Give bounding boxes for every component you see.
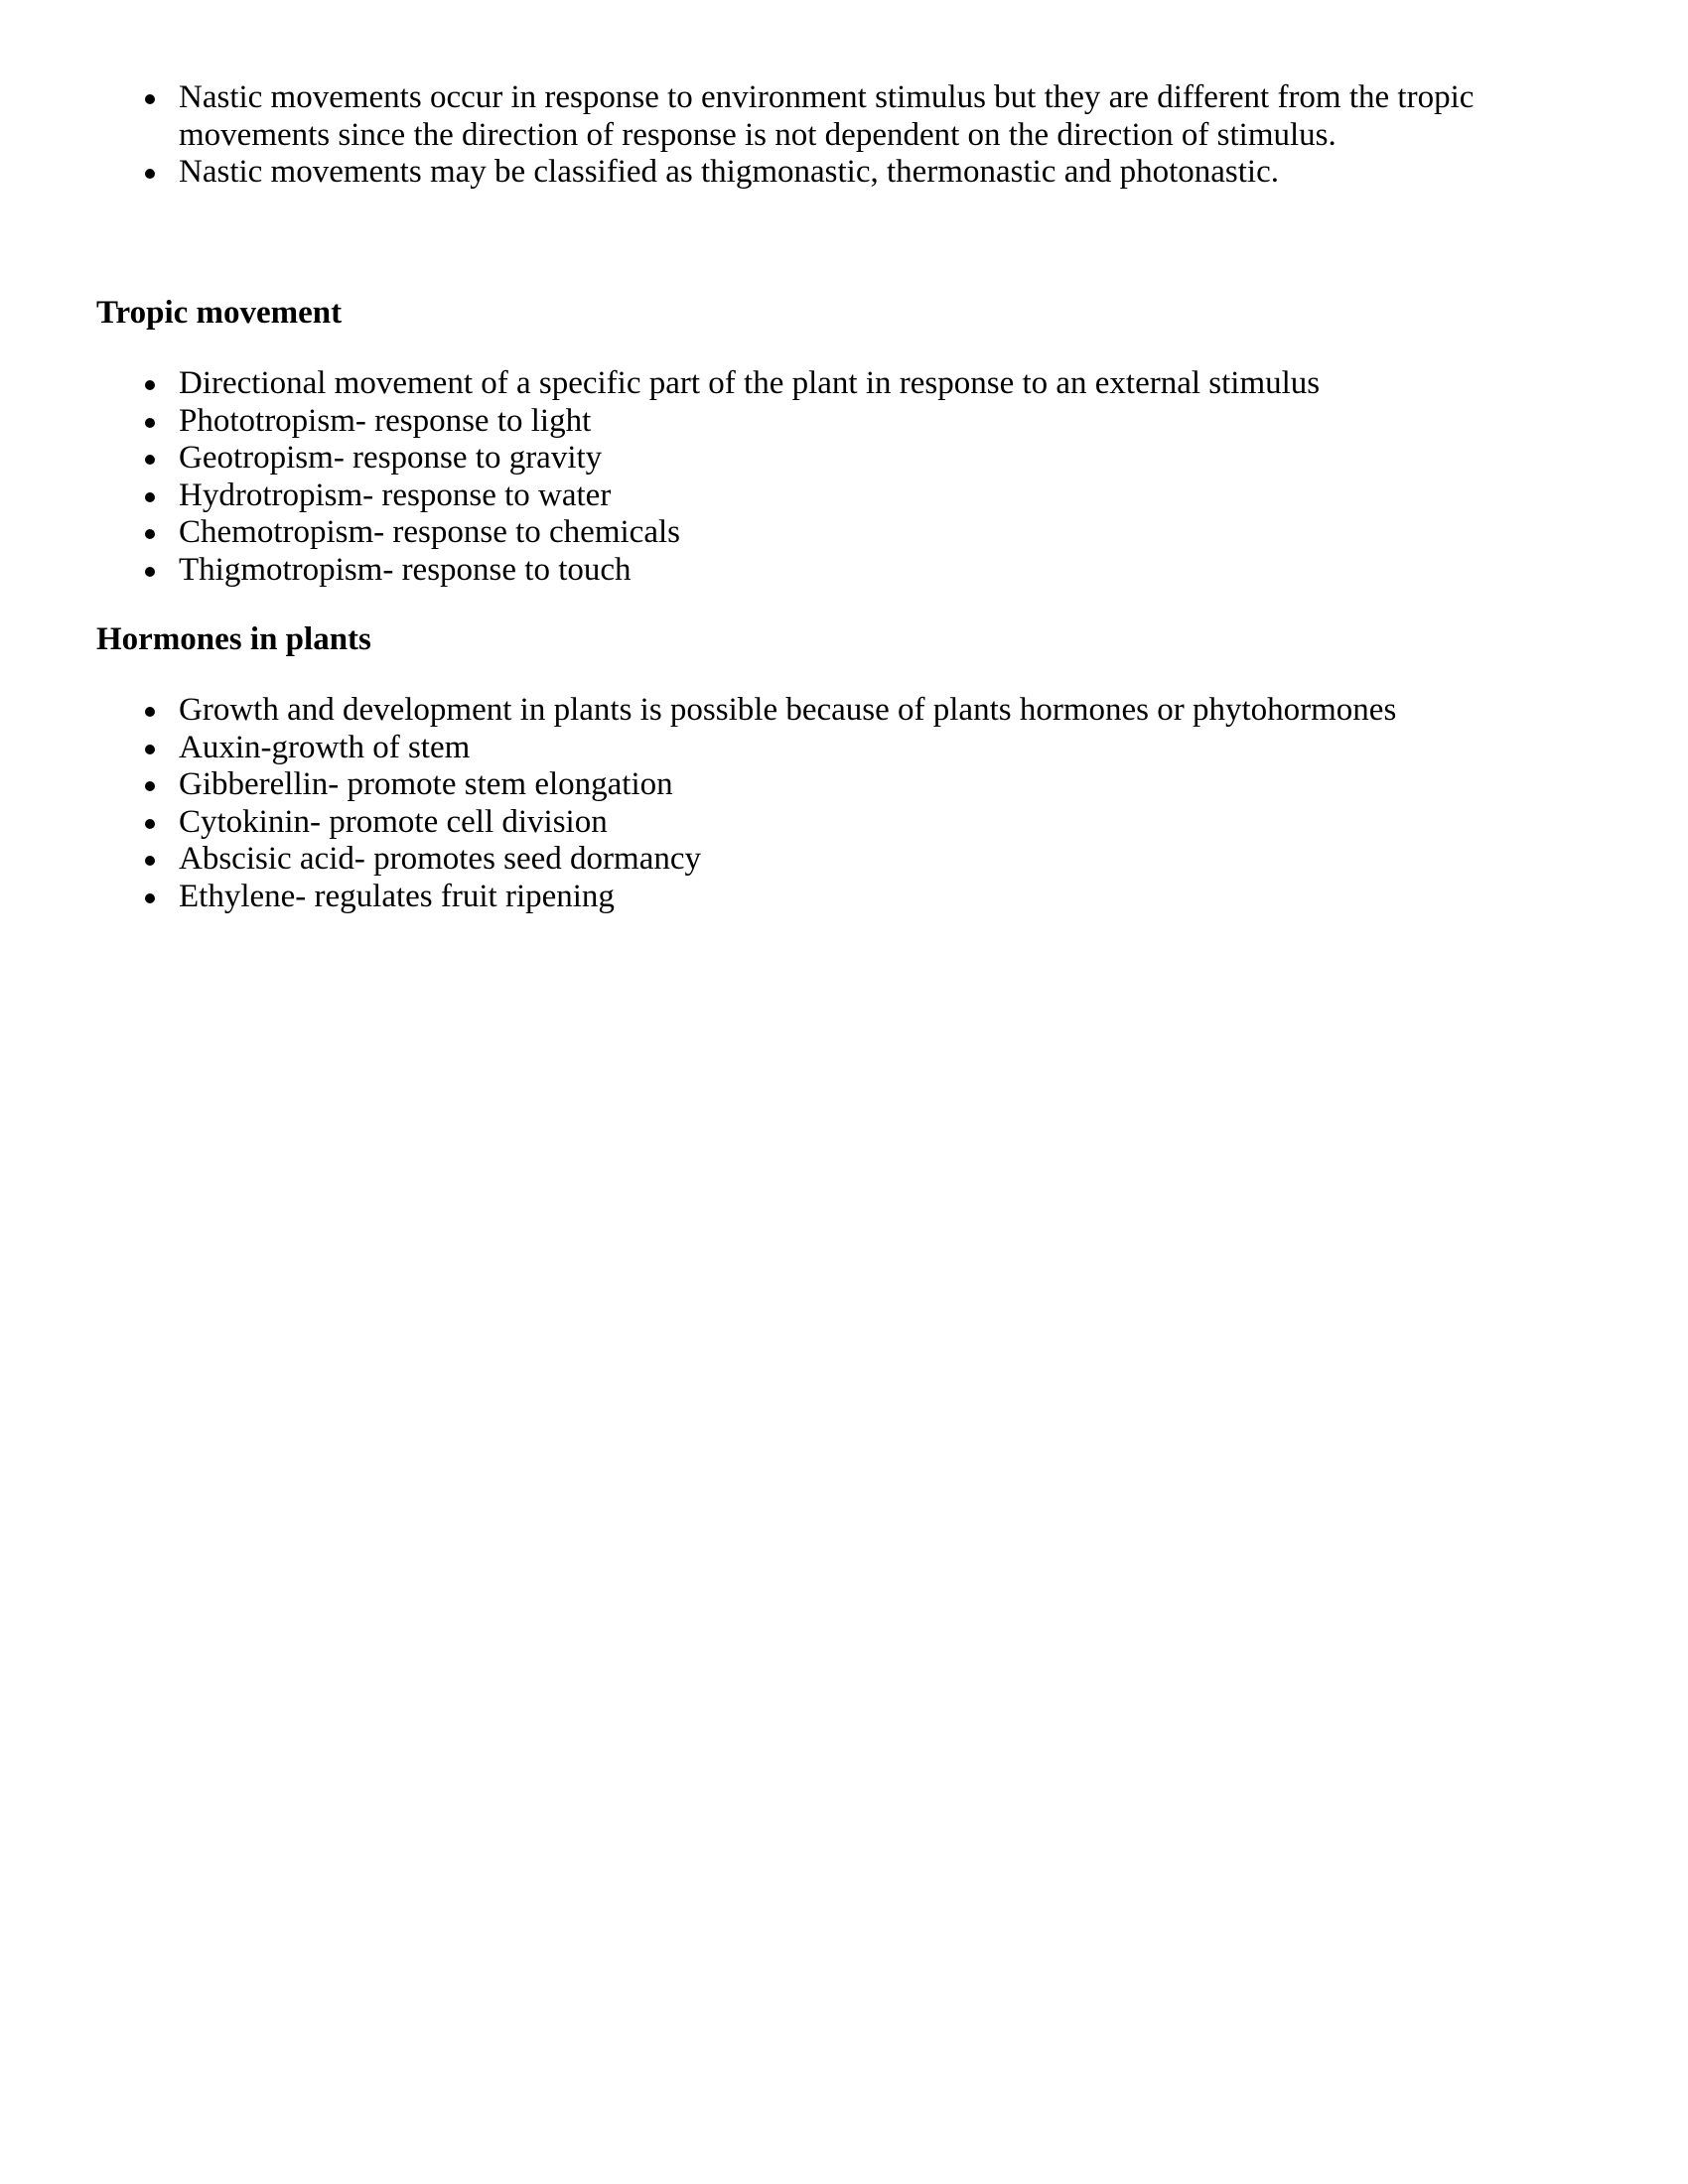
list-item: Cytokinin- promote cell division (0, 804, 1499, 842)
list-item: Abscisic acid- promotes seed dormancy (0, 841, 1499, 879)
plant-hormones-list (0, 692, 1589, 915)
nastic-movement-list (0, 79, 1589, 192)
section-heading-tropic-movement: Tropic movement (96, 295, 343, 331)
list-item: Phototropism- response to light (0, 403, 1499, 441)
list-item: Thigmotropism- response to touch (0, 552, 1499, 590)
list-item: Auxin-growth of stem (0, 730, 1499, 767)
list-item: Growth and development in plants is possible because of plants hormones or phytohormones (0, 692, 1499, 730)
list-item: Directional movement of a specific part of the plant in response to an external stimulus (0, 365, 1499, 403)
list-item: Geotropism- response to gravity (0, 440, 1499, 478)
list-item: Chemotropism- response to chemicals (0, 514, 1499, 552)
tropic-movement-list (0, 365, 1589, 589)
list-item: Nastic movements occur in response to environment stimulus but they are different from the tropic movements since the direction of response is not dependent on the direction of stimulus. (0, 79, 1499, 154)
list-item: Gibberellin- promote stem elongation (0, 766, 1499, 804)
list-item: Hydrotropism- response to water (0, 478, 1499, 515)
section-heading-hormones-in-plants: Hormones in plants (96, 621, 371, 657)
list-item: Ethylene- regulates fruit ripening (0, 879, 1499, 916)
list-item: Nastic movements may be classified as thigmonastic, thermonastic and photonastic. (0, 154, 1499, 192)
